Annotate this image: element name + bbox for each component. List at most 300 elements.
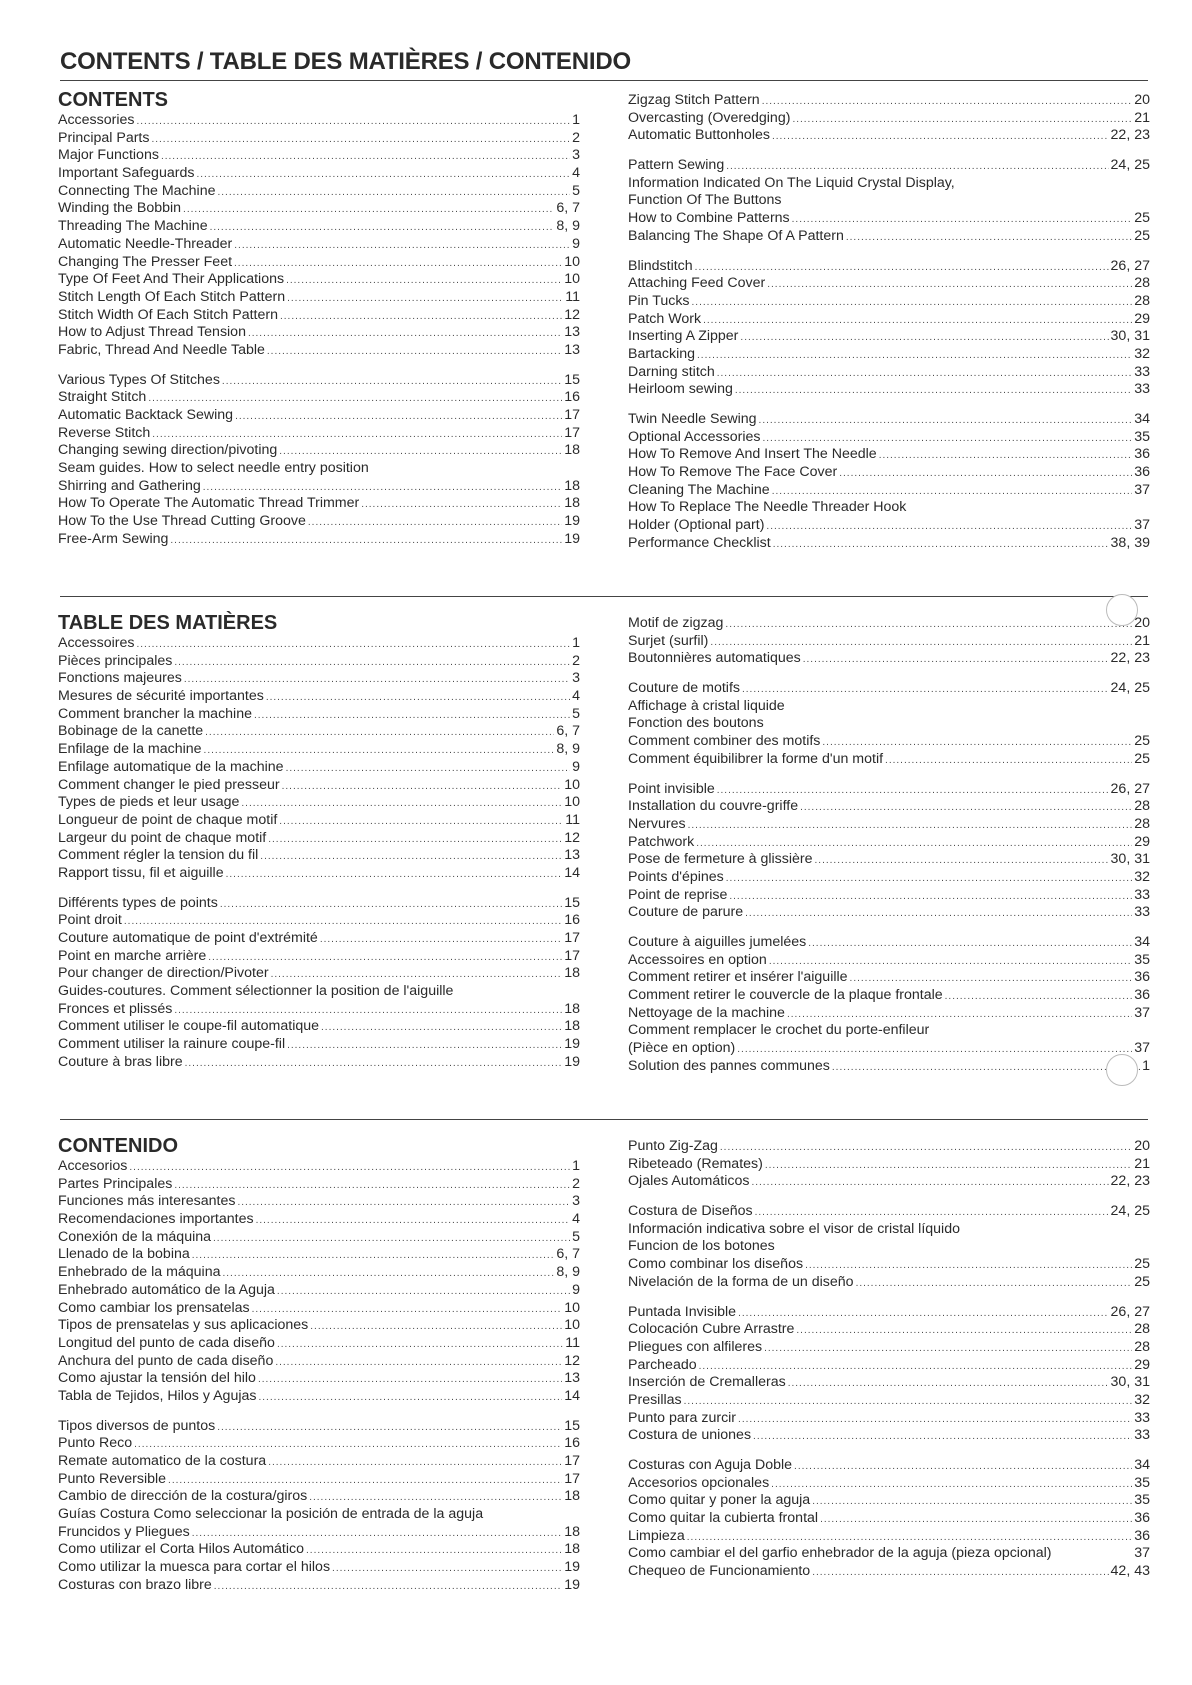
toc-entry-title: Couture à bras libre	[58, 1053, 183, 1070]
toc-entry-page: 33	[1134, 381, 1150, 398]
toc-entry[interactable]	[58, 723, 580, 741]
leader-dots	[217, 184, 570, 202]
leader-dots	[684, 1393, 1133, 1411]
toc-entry-page: 37	[1134, 1040, 1150, 1057]
toc-entry-page: 19	[564, 1053, 580, 1070]
contenido-left-column	[58, 1134, 580, 1595]
toc-entry-page: 11	[565, 288, 580, 305]
toc-entry[interactable]	[628, 715, 1150, 733]
toc-entry-title: Puntada Invisible	[628, 1303, 737, 1320]
toc-entry[interactable]	[628, 798, 1150, 816]
toc-entry[interactable]	[628, 751, 1150, 769]
toc-entry[interactable]	[628, 969, 1150, 987]
leader-dots	[258, 1371, 562, 1389]
toc-entry[interactable]	[58, 653, 580, 671]
toc-entry[interactable]	[58, 847, 580, 865]
toc-entry[interactable]	[628, 1510, 1150, 1528]
toc-entry-title: Information Indicated On The Liquid Crystal Display,	[628, 174, 955, 191]
toc-entry-page: 29	[1134, 1356, 1150, 1373]
toc-entry[interactable]	[628, 698, 1150, 716]
toc-entry-title: Punto para zurcir	[628, 1409, 737, 1426]
toc-entry[interactable]	[628, 1410, 1150, 1428]
toc-entry-title: Pin Tucks	[628, 292, 690, 309]
toc-entry-page: 10	[564, 776, 580, 793]
toc-entry-title: Points d'épines	[628, 868, 724, 885]
toc-entry-title: Como ajustar la tensión del hilo	[58, 1370, 256, 1387]
toc-entry-title: Limpieza	[628, 1527, 685, 1544]
toc-entry[interactable]	[628, 429, 1150, 447]
toc-entry[interactable]	[628, 311, 1150, 329]
leader-dots	[210, 219, 555, 237]
toc-entry-page: 19	[564, 1559, 580, 1576]
toc-entry[interactable]	[628, 1321, 1150, 1339]
toc-entry-title: Couture à aiguilles jumelées	[628, 934, 807, 950]
toc-entry-page: 19	[564, 1036, 580, 1053]
toc-entry[interactable]	[58, 236, 580, 254]
toc-entry-page: 8, 9	[556, 218, 580, 235]
group-gap	[628, 1292, 1150, 1304]
leader-dots	[280, 308, 562, 326]
toc-entry[interactable]	[628, 615, 1150, 633]
toc-entry-title: Accesorios opcionales	[628, 1474, 770, 1491]
toc-entry-page: 30, 31	[1110, 1374, 1150, 1391]
toc-entry-page: 22, 23	[1110, 127, 1150, 144]
toc-entry[interactable]	[628, 781, 1150, 799]
toc-entry[interactable]	[58, 1158, 580, 1176]
leader-dots	[762, 430, 1132, 448]
toc-entry-page: 9	[572, 235, 580, 252]
toc-entry-title: Reverse Stitch	[58, 424, 151, 441]
toc-entry[interactable]	[58, 1335, 580, 1353]
toc-entry[interactable]	[58, 407, 580, 425]
toc-entry-page: 13	[564, 847, 580, 864]
toc-entry[interactable]	[58, 1018, 580, 1036]
toc-entry[interactable]	[58, 1036, 580, 1054]
toc-entry[interactable]	[628, 1374, 1150, 1392]
toc-entry[interactable]	[628, 175, 1150, 193]
toc-entry[interactable]	[628, 869, 1150, 887]
toc-entry-title: Ribeteado (Remates)	[628, 1155, 763, 1172]
toc-entry[interactable]	[628, 293, 1150, 311]
toc-entry[interactable]	[58, 425, 580, 443]
toc-entry[interactable]	[628, 1304, 1150, 1322]
leader-dots	[183, 201, 554, 219]
toc-entry-title: Accesorios	[58, 1158, 128, 1174]
toc-entry[interactable]	[628, 816, 1150, 834]
toc-entry-title: Boutonnières automatiques	[628, 650, 801, 667]
toc-entry-title: Fronces et plissés	[58, 1000, 173, 1017]
toc-entry[interactable]	[58, 1264, 580, 1282]
toc-entry[interactable]	[628, 633, 1150, 651]
toc-entry-page: 28	[1134, 815, 1150, 832]
toc-entry[interactable]	[628, 1274, 1150, 1292]
toc-entry[interactable]	[628, 733, 1150, 751]
toc-entry[interactable]	[58, 1282, 580, 1300]
toc-entry[interactable]	[628, 1339, 1150, 1357]
toc-entry[interactable]	[58, 324, 580, 342]
toc-entry[interactable]	[58, 1001, 580, 1019]
toc-entry[interactable]	[58, 706, 580, 724]
leader-dots	[856, 1275, 1133, 1293]
toc-entry-page: 6, 7	[556, 723, 580, 740]
toc-entry[interactable]	[628, 1457, 1150, 1475]
toc-entry-title: How to Adjust Thread Tension	[58, 324, 246, 341]
toc-entry[interactable]	[628, 499, 1150, 517]
toc-entry[interactable]	[628, 680, 1150, 698]
toc-entry[interactable]	[58, 1229, 580, 1247]
toc-entry[interactable]	[628, 1022, 1150, 1040]
toc-entry-page: 15	[564, 371, 580, 388]
toc-entry-title: Accessoires en option	[628, 951, 767, 968]
toc-entry[interactable]	[628, 192, 1150, 210]
toc-entry-title: Como quitar la cubierta frontal	[628, 1510, 819, 1527]
toc-entry-title: Seam guides. How to select needle entry position	[58, 460, 369, 477]
toc-entry-page: 37	[1134, 517, 1150, 534]
toc-entry-page: 10	[564, 1317, 580, 1334]
toc-entry-title: Couture de motifs	[628, 680, 740, 697]
leader-dots	[275, 1354, 562, 1372]
leader-dots	[124, 913, 562, 931]
toc-entry[interactable]	[58, 389, 580, 407]
toc-entry[interactable]	[58, 1388, 580, 1406]
leader-dots	[213, 1230, 570, 1248]
toc-entry[interactable]	[628, 258, 1150, 276]
toc-entry-page: 3	[572, 670, 580, 687]
table-des-matieres-left-column	[58, 611, 580, 1072]
toc-entry[interactable]	[58, 759, 580, 777]
toc-entry-title: Cleaning The Machine	[628, 481, 770, 498]
toc-entry[interactable]	[58, 1541, 580, 1559]
leader-dots	[740, 329, 1108, 347]
toc-entry[interactable]	[628, 346, 1150, 364]
toc-entry-title: Punto Reversible	[58, 1470, 167, 1487]
toc-entry[interactable]	[58, 1246, 580, 1264]
toc-entry-page: 24, 25	[1110, 680, 1150, 697]
leader-dots	[217, 1419, 562, 1437]
toc-entry[interactable]	[58, 777, 580, 795]
toc-entry[interactable]	[628, 157, 1150, 175]
toc-entry-title: Types de pieds et leur usage	[58, 794, 240, 811]
toc-entry[interactable]	[58, 372, 580, 390]
toc-entry[interactable]	[628, 1156, 1150, 1174]
toc-entry[interactable]	[58, 130, 580, 148]
toc-entry[interactable]	[628, 228, 1150, 246]
toc-entry-title: Anchura del punto de cada diseño	[58, 1352, 274, 1369]
toc-entry-title: Function Of The Buttons	[628, 192, 782, 209]
toc-entry[interactable]	[58, 1524, 580, 1542]
leader-dots	[279, 443, 562, 461]
leader-dots	[738, 1411, 1132, 1429]
toc-entry[interactable]	[58, 1054, 580, 1072]
toc-entry-page: 33	[1134, 363, 1150, 380]
toc-entry-title: Point droit	[58, 912, 122, 929]
toc-entry[interactable]	[628, 482, 1150, 500]
toc-entry-title: Installation du couvre-griffe	[628, 798, 799, 815]
toc-entry[interactable]	[628, 1040, 1150, 1058]
toc-entry[interactable]	[628, 411, 1150, 429]
contenido-right-column	[628, 1138, 1150, 1581]
toc-entry[interactable]	[58, 460, 580, 478]
toc-entry-title: Darning stitch	[628, 363, 715, 380]
toc-entry[interactable]	[58, 912, 580, 930]
toc-entry[interactable]	[58, 794, 580, 812]
toc-entry-title: Parcheado	[628, 1356, 697, 1373]
toc-entry[interactable]	[58, 1176, 580, 1194]
group-gap	[628, 246, 1150, 258]
toc-entry[interactable]	[58, 1453, 580, 1471]
toc-entry-title: Tipos diversos de puntos	[58, 1417, 216, 1434]
toc-entry[interactable]	[58, 1488, 580, 1506]
toc-entry[interactable]	[628, 1475, 1150, 1493]
toc-entry[interactable]	[628, 834, 1150, 852]
toc-entry-page: 18	[564, 1541, 580, 1558]
toc-entry[interactable]	[58, 342, 580, 360]
toc-entry-title: Point en marche arrière	[58, 947, 207, 964]
toc-entry[interactable]	[58, 478, 580, 496]
toc-entry-page: 5	[572, 182, 580, 199]
toc-entry[interactable]	[58, 1193, 580, 1211]
toc-entry[interactable]	[628, 851, 1150, 869]
toc-entry-page: 32	[1134, 345, 1150, 362]
toc-entry[interactable]	[628, 1058, 1150, 1076]
toc-entry-page: 18	[564, 442, 580, 459]
toc-entry-title: Nettoyage de la machine	[628, 1004, 785, 1021]
toc-entry[interactable]	[58, 531, 580, 549]
toc-entry-page: 38, 39	[1110, 534, 1150, 551]
toc-entry-title: Llenado de la bobina	[58, 1246, 190, 1263]
toc-entry-title: Inserción de Cremalleras	[628, 1374, 786, 1391]
toc-entry[interactable]	[58, 948, 580, 966]
leader-dots	[726, 158, 1108, 176]
toc-entry[interactable]	[628, 1492, 1150, 1510]
toc-entry-page: 10	[564, 253, 580, 270]
leader-dots	[738, 1305, 1108, 1323]
toc-entry[interactable]	[628, 904, 1150, 922]
toc-entry-page: 25	[1134, 210, 1150, 227]
leader-dots	[258, 1389, 562, 1407]
toc-entry[interactable]	[58, 812, 580, 830]
toc-entry[interactable]	[58, 200, 580, 218]
toc-entry[interactable]	[628, 1392, 1150, 1410]
toc-entry[interactable]	[628, 446, 1150, 464]
toc-entry-title: (Pièce en option)	[628, 1040, 736, 1057]
toc-entry[interactable]	[628, 934, 1150, 952]
leader-dots	[822, 734, 1132, 752]
toc-entry-title: Como cambiar el del garfio enhebrador de la aguja (pieza opcional)	[628, 1545, 1052, 1562]
toc-entry-page: 34	[1134, 934, 1150, 950]
toc-entry-title: Comment retirer et insérer l'aiguille	[628, 969, 848, 986]
toc-entry-page: 9	[572, 758, 580, 775]
toc-entry[interactable]	[58, 513, 580, 531]
toc-entry[interactable]	[58, 1353, 580, 1371]
toc-entry[interactable]	[58, 271, 580, 289]
toc-entry-title: Costura de Diseños	[628, 1203, 753, 1220]
toc-entry[interactable]	[628, 1357, 1150, 1375]
toc-entry-title: Pour changer de direction/Pivoter	[58, 965, 269, 982]
leader-dots	[717, 782, 1109, 800]
toc-entry-page: 2	[572, 1175, 580, 1192]
toc-entry-title: Shirring and Gathering	[58, 477, 201, 494]
toc-entry[interactable]	[58, 688, 580, 706]
toc-entry[interactable]	[58, 865, 580, 883]
toc-entry[interactable]	[58, 930, 580, 948]
leader-dots	[697, 347, 1132, 365]
toc-entry-title: Fruncidos y Pliegues	[58, 1523, 190, 1540]
toc-entry[interactable]	[628, 210, 1150, 228]
toc-entry[interactable]	[58, 307, 580, 325]
toc-entry-page: 3	[572, 147, 580, 164]
leader-dots	[737, 1041, 1132, 1059]
toc-entry-title: Presillas	[628, 1391, 682, 1408]
leader-dots	[277, 1336, 563, 1354]
toc-entry-page: 20	[1134, 1138, 1150, 1154]
toc-entry[interactable]	[628, 650, 1150, 668]
toc-entry[interactable]	[58, 1317, 580, 1335]
toc-entry[interactable]	[628, 1138, 1150, 1156]
toc-entry[interactable]	[628, 127, 1150, 145]
toc-entry[interactable]	[58, 183, 580, 201]
toc-entry[interactable]	[58, 1471, 580, 1489]
toc-entry[interactable]	[58, 1370, 580, 1388]
punch-hole	[1106, 1054, 1138, 1086]
toc-entry-page: 18	[564, 1018, 580, 1035]
toc-entry-page: 22, 23	[1110, 1173, 1150, 1190]
toc-entry-title: Pliegues con alfileres	[628, 1338, 763, 1355]
toc-entry[interactable]	[628, 328, 1150, 346]
toc-entry[interactable]	[628, 381, 1150, 399]
toc-entry[interactable]	[58, 254, 580, 272]
group-gap	[628, 145, 1150, 157]
toc-entry[interactable]	[628, 952, 1150, 970]
toc-entry[interactable]	[628, 1256, 1150, 1274]
toc-entry-page: 35	[1134, 1492, 1150, 1509]
toc-entry[interactable]	[628, 110, 1150, 128]
toc-entry-page: 36	[1134, 969, 1150, 986]
toc-entry-title: Información indicativa sobre el visor de cristal líquido	[628, 1220, 960, 1237]
leader-dots	[271, 966, 563, 984]
leader-dots	[725, 616, 1132, 634]
toc-entry-title: Twin Needle Sewing	[628, 411, 757, 427]
toc-entry[interactable]	[628, 1005, 1150, 1023]
toc-entry[interactable]	[58, 635, 580, 653]
leader-dots	[332, 1560, 562, 1578]
leader-dots	[168, 1472, 562, 1490]
leader-dots	[184, 671, 570, 689]
toc-entry-title: Optional Accessories	[628, 428, 761, 445]
table-des-matieres-right-column	[628, 615, 1150, 1076]
toc-entry-title: Point de reprise	[628, 886, 728, 903]
toc-entry[interactable]	[628, 517, 1150, 535]
toc-entry[interactable]	[58, 895, 580, 913]
toc-entry[interactable]	[58, 965, 580, 983]
toc-entry[interactable]	[628, 1221, 1150, 1239]
toc-entry-title: Chequeo de Funcionamiento	[628, 1563, 811, 1580]
toc-entry-page: 26, 27	[1110, 1303, 1150, 1320]
toc-entry-page: 18	[564, 495, 580, 512]
leader-dots	[720, 1139, 1132, 1157]
toc-entry[interactable]	[628, 92, 1150, 110]
toc-entry-page: 37	[1134, 481, 1150, 498]
toc-entry[interactable]	[628, 464, 1150, 482]
toc-entry[interactable]	[628, 275, 1150, 293]
toc-entry[interactable]	[628, 1528, 1150, 1546]
toc-entry-page: 34	[1134, 411, 1150, 427]
toc-entry[interactable]	[58, 1559, 580, 1577]
toc-entry[interactable]	[58, 1435, 580, 1453]
punch-hole	[1106, 594, 1138, 626]
toc-entry-page: 25	[1134, 750, 1150, 767]
toc-entry-title: Fabric, Thread And Needle Table	[58, 341, 265, 358]
toc-entry[interactable]	[628, 364, 1150, 382]
toc-entry-title: Mesures de sécurité importantes	[58, 688, 264, 705]
toc-entry-title: Stitch Width Of Each Stitch Pattern	[58, 306, 278, 323]
toc-entry-page: 2	[572, 129, 580, 146]
toc-entry[interactable]	[58, 147, 580, 165]
toc-entry[interactable]	[628, 1173, 1150, 1191]
toc-entry[interactable]	[58, 983, 580, 1001]
toc-entry-title: Como quitar y poner la aguja	[628, 1492, 811, 1509]
toc-entry[interactable]	[628, 1203, 1150, 1221]
toc-entry-title: Balancing The Shape Of A Pattern	[628, 227, 844, 244]
toc-entry-page: 18	[564, 1000, 580, 1017]
toc-entry[interactable]	[58, 495, 580, 513]
leader-dots	[792, 211, 1133, 229]
leader-dots	[152, 426, 562, 444]
toc-entry[interactable]	[628, 887, 1150, 905]
toc-entry-page: 6, 7	[556, 200, 580, 217]
toc-entry-page: 33	[1134, 1409, 1150, 1426]
toc-entry[interactable]	[58, 442, 580, 460]
toc-entry-page: 17	[564, 1470, 580, 1487]
toc-entry[interactable]	[628, 987, 1150, 1005]
toc-entry[interactable]	[58, 1300, 580, 1318]
toc-entry[interactable]	[628, 535, 1150, 553]
toc-entry[interactable]	[58, 1506, 580, 1524]
toc-entry[interactable]	[628, 1545, 1150, 1563]
toc-entry[interactable]	[628, 1238, 1150, 1256]
toc-entry[interactable]	[58, 1418, 580, 1436]
toc-entry[interactable]	[58, 830, 580, 848]
toc-entry-title: Nervures	[628, 815, 686, 832]
toc-entry[interactable]	[628, 1563, 1150, 1581]
toc-entry-page: 28	[1134, 1338, 1150, 1355]
toc-entry[interactable]	[58, 670, 580, 688]
toc-entry-title: Free-Arm Sewing	[58, 530, 169, 547]
toc-entry[interactable]	[58, 289, 580, 307]
group-gap	[628, 1191, 1150, 1203]
toc-entry[interactable]	[58, 741, 580, 759]
toc-entry-page: 24, 25	[1110, 1203, 1150, 1220]
leader-dots	[769, 953, 1132, 971]
leader-dots	[309, 1489, 562, 1507]
toc-entry[interactable]	[628, 1427, 1150, 1445]
toc-entry[interactable]	[58, 1577, 580, 1595]
leader-dots	[136, 113, 570, 131]
toc-entry[interactable]	[58, 165, 580, 183]
toc-entry-page: 19	[564, 1576, 580, 1593]
toc-entry[interactable]	[58, 1211, 580, 1229]
toc-entry-page: 22, 23	[1110, 650, 1150, 667]
toc-entry-title: Changing sewing direction/pivoting	[58, 442, 278, 459]
toc-entry-title: Performance Checklist	[628, 534, 771, 551]
toc-entry-page: 29	[1134, 833, 1150, 850]
toc-entry-title: Costura de uniones	[628, 1427, 752, 1444]
toc-entry-title: Como cambiar los prensatelas	[58, 1299, 250, 1316]
toc-entry[interactable]	[58, 218, 580, 236]
leader-dots	[772, 483, 1133, 501]
toc-entry-title: Comment régler la tension du fil	[58, 847, 259, 864]
toc-entry[interactable]	[58, 112, 580, 130]
